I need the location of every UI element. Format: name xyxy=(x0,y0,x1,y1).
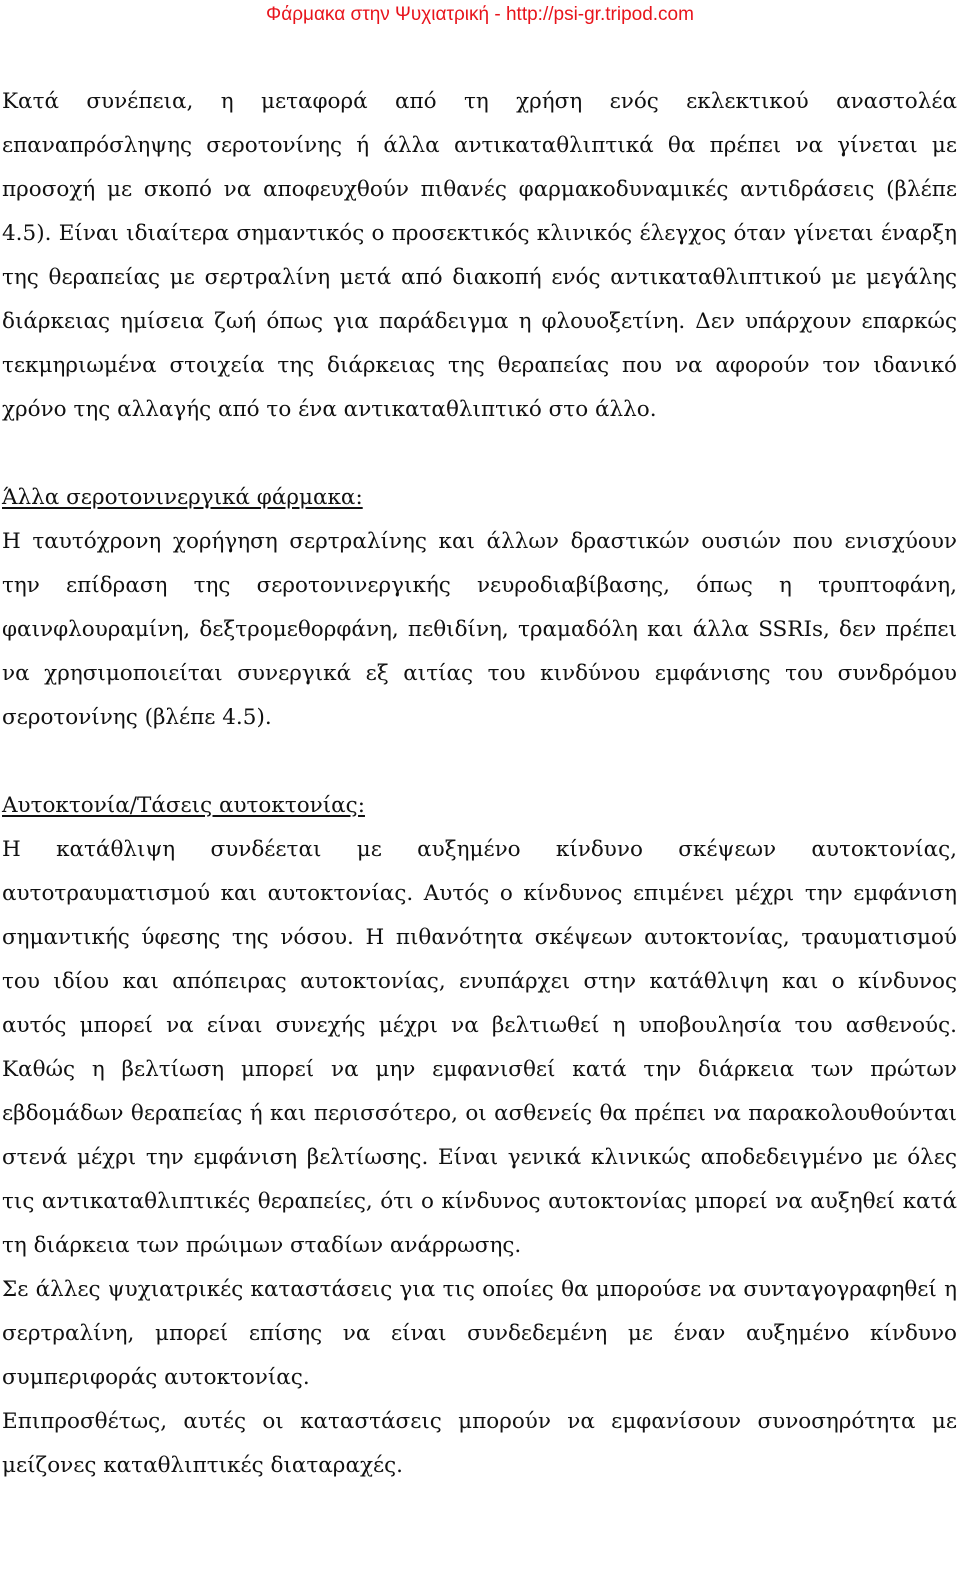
page-header-link[interactable]: Φάρμακα στην Ψυχιατρική - http://psi-gr.tripod.com xyxy=(266,4,694,25)
paragraph-gap xyxy=(2,740,957,784)
section-heading-suicide: Αυτοκτονία/Τάσεις αυτοκτονίας: xyxy=(2,793,365,818)
section-heading-serotonergic-drugs: Άλλα σεροτονινεργικά φάρμακα: xyxy=(2,485,363,510)
paragraph-gap xyxy=(2,432,957,476)
paragraph-suicide-risk: Η κατάθλιψη συνδέεται με αυξημένο κίνδυνο σκέψεων αυτοκτονίας, αυτοτραυματισμού και αυτοκτονίας. Αυτός ο κίνδυνος επιμένει μέχρι την εμφάνιση σημαντικής ύφεσης της νόσου. Η πιθανότητα σκέψεων αυτοκτονίας, τραυματισμού του ιδίου και απόπειρας αυτοκτονίας, ενυπάρχει στην κατάθλιψη και ο κίνδυνος αυτός μπορεί να είναι συνεχής μέχρι να βελτιωθεί η υποβουλησία του ασθενούς. Καθώς η βελτίωση μπορεί να μην εμφανισθεί κατά την διάρκεια των πρώτων εβδομάδων θεραπείας ή και περισσότερο, οι ασθενείς θα πρέπει να παρακολουθούνται στενά μέχρι την εμφάνιση βελτίωσης. Είναι γενικά κλινικώς αποδεδειγμένο με όλες τις αντικαταθλιπτικές θεραπείες, ότι ο κίνδυνος αυτοκτονίας μπορεί να αυξηθεί κατά τη διάρκεια των πρώιμων σταδίων ανάρρωσης. xyxy=(2,837,957,1258)
paragraph-other-conditions: Σε άλλες ψυχιατρικές καταστάσεις για τις οποίες θα μπορούσε να συνταγογραφηθεί η σερτραλίνη, μπορεί επίσης να είναι συνδεδεμένη με έναν αυξημένο κίνδυνο συμπεριφοράς αυτοκτονίας. xyxy=(2,1277,957,1390)
paragraph-switching-antidepressants: Κατά συνέπεια, η μεταφορά από τη χρήση ενός εκλεκτικού αναστολέα επαναπρόσληψης σεροτονίνης ή άλλα αντικαταθλιπτικά θα πρέπει να γίνεται με προσοχή με σκοπό να αποφευχθούν πιθανές φαρμακοδυναμικές αντιδράσεις (βλέπε 4.5). Είναι ιδιαίτερα σημαντικός ο προσεκτικός κλινικός έλεγχος όταν γίνεται έναρξη της θεραπείας με σερτραλίνη μετά από διακοπή ενός αντικαταθλιπτικού με μεγάλης διάρκειας ημίσεια ζωή όπως για παράδειγμα η φλουοξετίνη. Δεν υπάρχουν επαρκώς τεκμηριωμένα στοιχεία της διάρκειας της θεραπείας που να αφορούν τον ιδανικό χρόνο της αλλαγής από το ένα αντικαταθλιπτικό στο άλλο. xyxy=(2,89,957,422)
paragraph-serotonergic-drugs: Η ταυτόχρονη χορήγηση σερτραλίνης και άλλων δραστικών ουσιών που ενισχύουν την επίδραση της σεροτονινεργικής νευροδιαβίβασης, όπως η τρυπτοφάνη, φαινφλουραμίνη, δεξτρομεθορφάνη, πεθιδίνη, τραμαδόλη και άλλα SSRIs, δεν πρέπει να χρησιμοποιείται συνεργικά εξ αιτίας του κινδύνου εμφάνισης του συνδρόμου σεροτονίνης (βλέπε 4.5). xyxy=(2,529,957,730)
document-body xyxy=(2,80,957,1488)
paragraph-comorbidity: Επιπροσθέτως, αυτές οι καταστάσεις μπορούν να εμφανίσουν συνοσηρότητα με μείζονες καταθλιπτικές διαταραχές. xyxy=(2,1409,957,1478)
